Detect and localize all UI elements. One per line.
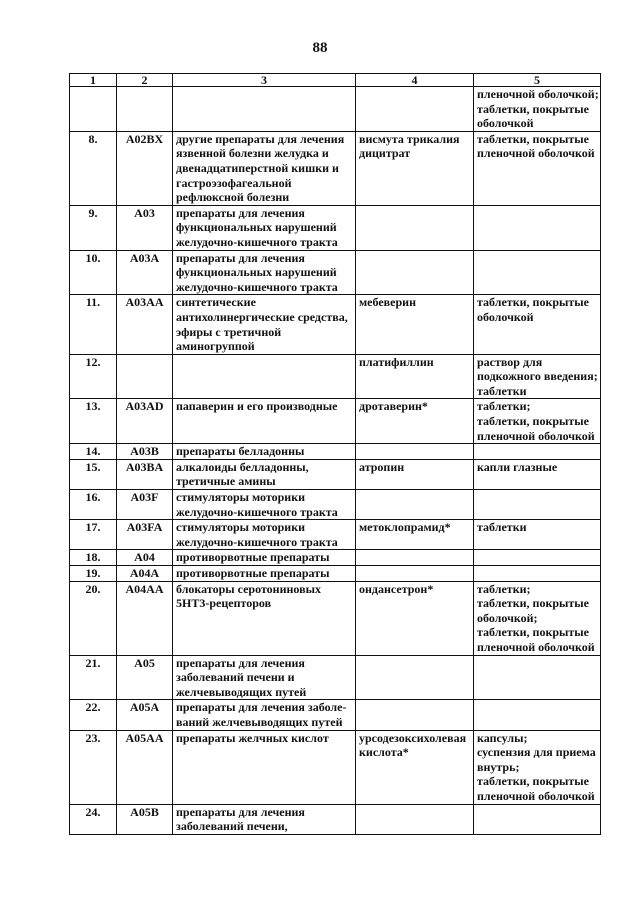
group-name-line: желудочно-кишечного тракта [176, 279, 338, 294]
table-row [70, 444, 601, 460]
dosage-form-cell [474, 550, 601, 566]
dosage-form-cell [474, 354, 601, 399]
group-name-line: папаверин и его производные [176, 399, 338, 414]
dosage-form-cell [474, 730, 601, 804]
row-number-cell: 21. [70, 655, 117, 700]
drug-name-cell [356, 550, 474, 566]
dosage-form-cell [474, 399, 601, 444]
table-row [70, 550, 601, 566]
medication-table [69, 73, 601, 835]
dosage-form-line: пленочной оболочкой [477, 428, 595, 443]
group-name-line: двенадцатиперстной кишки и [176, 160, 339, 175]
table-body [70, 87, 601, 835]
atc-code-cell: A03 [117, 205, 173, 250]
group-name-line: функциональных нарушений [176, 220, 337, 235]
drug-name-line: ондансетрон* [359, 581, 434, 596]
dosage-form-line: оболочкой [477, 309, 534, 324]
dosage-form-line: таблетки [477, 520, 527, 535]
drug-name-cell [356, 804, 474, 834]
drug-name-cell [356, 730, 474, 804]
drug-name-line: кислота* [359, 745, 409, 760]
drug-name-line: платифиллин [359, 354, 434, 369]
group-name-line: язвенной болезни желудка и [176, 146, 329, 161]
group-name-cell [173, 566, 356, 582]
dosage-form-line: пленочной оболочкой [477, 639, 595, 654]
atc-code-cell: A05B [117, 804, 173, 834]
group-name-line: 5HT3-рецепторов [176, 596, 272, 611]
drug-name-cell [356, 700, 474, 730]
group-name-line: другие препараты для лечения [176, 131, 345, 146]
dosage-form-line: оболочкой; [477, 610, 538, 625]
row-number-cell: 11. [70, 295, 117, 354]
drug-name-cell [356, 581, 474, 655]
column-header-2: 2 [117, 74, 173, 87]
group-name-line: заболеваний печени, [176, 819, 288, 834]
table-row [70, 700, 601, 730]
dosage-form-cell [474, 87, 601, 132]
row-number-cell: 12. [70, 354, 117, 399]
group-name-line: препараты для лечения [176, 804, 305, 819]
atc-code-cell [117, 87, 173, 132]
dosage-form-cell [474, 804, 601, 834]
table-row [70, 250, 601, 295]
dosage-form-cell [474, 444, 601, 460]
dosage-form-line: таблетки, покрытые [477, 596, 589, 611]
group-name-cell [173, 295, 356, 354]
group-name-line: желудочно-кишечного тракта [176, 534, 338, 549]
group-name-line: препараты желчных кислот [176, 730, 329, 745]
group-name-line: противорвотные препараты [176, 566, 330, 580]
column-header-4: 4 [356, 74, 474, 87]
atc-code-cell: A03AA [117, 295, 173, 354]
row-number-cell: 22. [70, 700, 117, 730]
row-number-cell [70, 87, 117, 132]
dosage-form-line: капсулы; [477, 730, 528, 745]
atc-code-cell: A04AA [117, 581, 173, 655]
row-number-cell: 14. [70, 444, 117, 460]
atc-code-cell: A03F [117, 490, 173, 520]
group-name-line: рефлюксной болезни [176, 190, 290, 205]
group-name-cell [173, 581, 356, 655]
row-number-cell: 20. [70, 581, 117, 655]
dosage-form-line: оболочкой [477, 116, 534, 131]
row-number-cell: 9. [70, 205, 117, 250]
row-number-cell: 24. [70, 804, 117, 834]
group-name-line: заболеваний печени и [176, 670, 295, 685]
atc-code-cell: A04 [117, 550, 173, 566]
dosage-form-cell [474, 459, 601, 489]
group-name-cell [173, 354, 356, 399]
group-name-cell [173, 804, 356, 834]
group-name-line: алкалоиды белладонны, [176, 459, 309, 474]
column-header-5: 5 [474, 74, 601, 87]
group-name-cell [173, 459, 356, 489]
drug-name-line: урсодезоксихолевая [359, 730, 467, 745]
row-number-cell: 15. [70, 459, 117, 489]
drug-name-cell [356, 250, 474, 295]
dosage-form-line: раствор для [477, 354, 543, 369]
table-row [70, 459, 601, 489]
table-row [70, 205, 601, 250]
group-name-line: противорвотные препараты [176, 550, 330, 565]
row-number-cell: 16. [70, 490, 117, 520]
table-row [70, 581, 601, 655]
group-name-line: стимуляторы моторики [176, 520, 306, 535]
drug-name-cell [356, 354, 474, 399]
group-name-line: аминогруппой [176, 339, 255, 354]
row-number-cell: 10. [70, 250, 117, 295]
atc-code-cell: A03A [117, 250, 173, 295]
dosage-form-line: пленочной оболочкой; [477, 87, 599, 101]
drug-name-cell [356, 444, 474, 460]
dosage-form-line: таблетки, покрытые [477, 625, 589, 640]
dosage-form-line: таблетки, покрытые [477, 101, 589, 116]
group-name-cell [173, 131, 356, 205]
atc-code-cell: A03FA [117, 520, 173, 550]
dosage-form-cell [474, 490, 601, 520]
dosage-form-line: таблетки [477, 383, 527, 398]
dosage-form-line: таблетки; [477, 399, 531, 414]
drug-name-line: метоклопрамид* [359, 520, 451, 535]
drug-name-cell [356, 566, 474, 582]
header-row [70, 74, 601, 87]
drug-name-cell [356, 490, 474, 520]
group-name-line: желудочно-кишечного тракта [176, 234, 338, 249]
group-name-line: функциональных нарушений [176, 265, 337, 280]
dosage-form-line: пленочной оболочкой [477, 788, 595, 803]
drug-name-cell [356, 399, 474, 444]
dosage-form-line: суспензия для приема [477, 745, 596, 760]
atc-code-cell: A03BA [117, 459, 173, 489]
atc-code-cell [117, 354, 173, 399]
group-name-line: желчевыводящих путей [176, 684, 307, 699]
dosage-form-cell [474, 205, 601, 250]
group-name-line: стимуляторы моторики [176, 490, 306, 505]
drug-name-line: атропин [359, 459, 405, 474]
group-name-line: синтетические [176, 295, 256, 310]
group-name-cell [173, 700, 356, 730]
table-row [70, 295, 601, 354]
group-name-cell [173, 655, 356, 700]
dosage-form-cell [474, 131, 601, 205]
row-number-cell: 18. [70, 550, 117, 566]
drug-name-cell [356, 655, 474, 700]
group-name-cell [173, 205, 356, 250]
table-header [70, 74, 601, 87]
group-name-line: третичные амины [176, 474, 276, 489]
dosage-form-cell [474, 250, 601, 295]
table-row [70, 354, 601, 399]
table-row [70, 655, 601, 700]
group-name-line: блокаторы серотониновых [176, 581, 321, 596]
dosage-form-line: подкожного введения; [477, 369, 598, 384]
column-header-3: 3 [173, 74, 356, 87]
group-name-line: препараты для лечения [176, 205, 305, 220]
table-row [70, 520, 601, 550]
dosage-form-line: внутрь; [477, 759, 520, 774]
table-row [70, 804, 601, 834]
atc-code-cell: A04A [117, 566, 173, 582]
group-name-line: гастроэзофагеальной [176, 175, 292, 190]
dosage-form-line: таблетки, покрытые [477, 774, 589, 789]
drug-name-cell [356, 459, 474, 489]
dosage-form-cell [474, 520, 601, 550]
atc-code-cell: A02BX [117, 131, 173, 205]
row-number-cell: 19. [70, 566, 117, 582]
group-name-line: препараты для лечения заболе- [176, 700, 347, 715]
group-name-cell [173, 520, 356, 550]
group-name-cell [173, 399, 356, 444]
row-number-cell: 17. [70, 520, 117, 550]
group-name-cell [173, 87, 356, 132]
drug-name-line: дицитрат [359, 146, 411, 161]
group-name-line: желудочно-кишечного тракта [176, 504, 338, 519]
dosage-form-line: таблетки, покрытые [477, 414, 589, 429]
dosage-form-cell [474, 566, 601, 582]
group-name-cell [173, 730, 356, 804]
table-row [70, 490, 601, 520]
row-number-cell: 13. [70, 399, 117, 444]
group-name-cell [173, 550, 356, 566]
drug-name-cell [356, 520, 474, 550]
atc-code-cell: A05 [117, 655, 173, 700]
drug-name-line: мебеверин [359, 295, 416, 310]
row-number-cell: 8. [70, 131, 117, 205]
atc-code-cell: A05AA [117, 730, 173, 804]
dosage-form-line: таблетки; [477, 581, 531, 596]
group-name-line: антихолинергические средства, [176, 309, 348, 324]
table-row [70, 399, 601, 444]
group-name-line: препараты белладонны [176, 444, 305, 459]
group-name-cell [173, 490, 356, 520]
drug-name-cell [356, 131, 474, 205]
dosage-form-line: пленочной оболочкой [477, 146, 595, 161]
group-name-line: эфиры с третичной [176, 324, 282, 339]
table-row [70, 730, 601, 804]
group-name-cell [173, 250, 356, 295]
table-row [70, 566, 601, 582]
dosage-form-cell [474, 295, 601, 354]
page-number: 88 [312, 40, 328, 56]
group-name-line: препараты для лечения [176, 655, 305, 670]
dosage-form-cell [474, 700, 601, 730]
drug-name-cell [356, 205, 474, 250]
drug-name-cell [356, 87, 474, 132]
dosage-form-cell [474, 655, 601, 700]
atc-code-cell: A03AD [117, 399, 173, 444]
drug-name-cell [356, 295, 474, 354]
row-number-cell: 23. [70, 730, 117, 804]
dosage-form-line: капли глазные [477, 459, 558, 474]
drug-name-line: висмута трикалия [359, 131, 460, 146]
atc-code-cell: A03B [117, 444, 173, 460]
table-row [70, 87, 601, 132]
table-row [70, 131, 601, 205]
dosage-form-line: таблетки, покрытые [477, 295, 589, 310]
atc-code-cell: A05A [117, 700, 173, 730]
group-name-line: ваний желчевыводящих путей [176, 714, 343, 729]
column-header-1: 1 [70, 74, 117, 87]
group-name-cell [173, 444, 356, 460]
drug-name-line: дротаверин* [359, 399, 428, 414]
dosage-form-cell [474, 581, 601, 655]
group-name-line: препараты для лечения [176, 250, 305, 265]
dosage-form-line: таблетки, покрытые [477, 131, 589, 146]
